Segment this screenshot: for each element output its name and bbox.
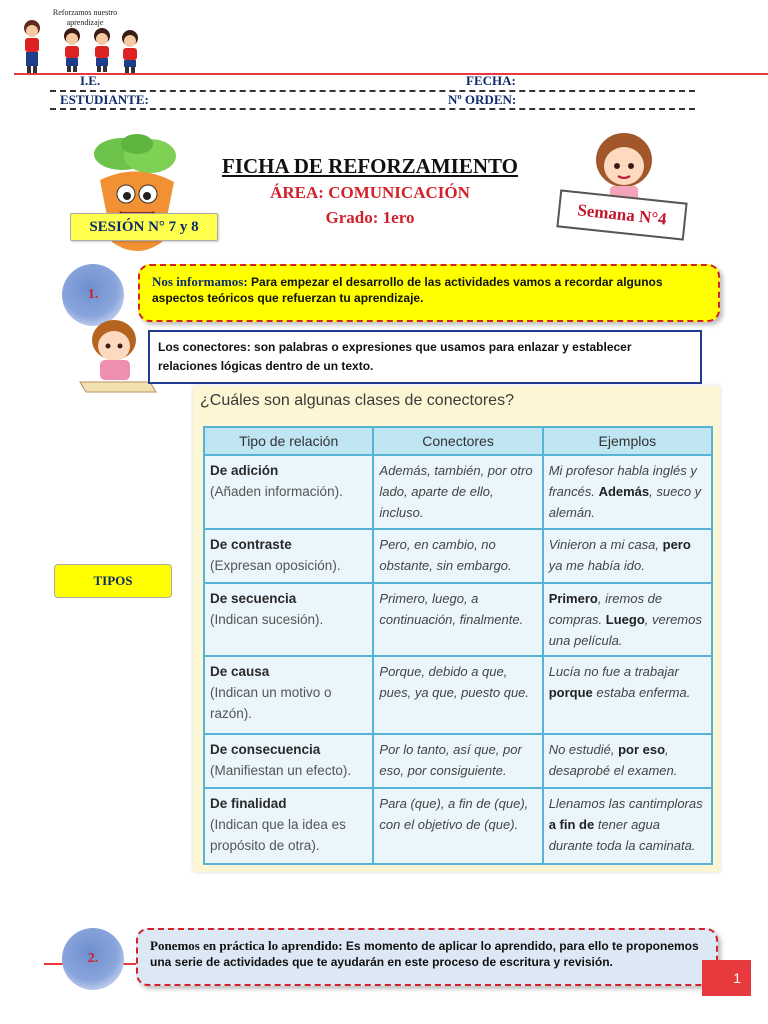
ejemplo-text: Llenamos las cantimploras xyxy=(548,796,703,811)
area-title: ÁREA: COMUNICACIÓN xyxy=(270,183,470,202)
ie-label: I.E. xyxy=(80,73,101,88)
header-red-line xyxy=(14,73,768,75)
conectores-cell: Pero, en cambio, no obstante, sin embargo. xyxy=(373,529,542,583)
ejemplo-cell xyxy=(543,529,712,583)
ejemplo-text: Lucía no fue a trabajar xyxy=(548,664,679,679)
header-ejemplos: Ejemplos xyxy=(543,427,712,455)
tipo-desc: (Indican un motivo o razón). xyxy=(210,685,332,721)
ejemplo-text: , desaprobé el examen. xyxy=(548,742,678,778)
ejemplo-text: No estudié, xyxy=(548,742,619,757)
tipo-name: De secuencia xyxy=(210,591,297,606)
tipo-name: De contraste xyxy=(210,537,292,552)
fecha-label: FECHA: xyxy=(466,73,516,88)
ejemplo-bold: Además xyxy=(598,484,650,499)
ejemplo-text: ya me había ido. xyxy=(548,558,645,573)
practice-box-lead: Ponemos en práctica lo aprendido: xyxy=(150,938,343,953)
week-sign: Semana N°4 xyxy=(556,189,687,240)
orden-label: Nº ORDEN: xyxy=(448,92,517,107)
ejemplo-text: , sueco y alemán. xyxy=(548,484,702,520)
step-2-number: 2. xyxy=(87,951,99,966)
ejemplo-bold: por eso xyxy=(618,742,666,757)
tipo-name: De adición xyxy=(210,463,279,478)
kids-illustration xyxy=(18,18,148,76)
step-1-circle xyxy=(62,264,124,326)
ejemplo-cell xyxy=(543,656,712,734)
ejemplo-text: Mi profesor habla inglés y francés. xyxy=(548,463,697,499)
conectores-cell: Para (que), a fin de (que), con el objetivo de (que). xyxy=(373,788,542,864)
ejemplo-bold: porque xyxy=(548,685,593,700)
conectores-cell: Primero, luego, a continuación, finalmente. xyxy=(373,583,542,656)
tipo-name: De causa xyxy=(210,664,270,679)
kid-figure-1 xyxy=(24,20,40,74)
table-row xyxy=(204,788,712,864)
ejemplo-bold: a fin de xyxy=(548,817,595,832)
practice-box-text: Es momento de aplicar lo aprendido, para ello te proponemos una serie de actividades que te ayudarán en este proceso de escritura y revisión. xyxy=(150,939,699,969)
ejemplo-cell xyxy=(543,788,712,864)
page-number: 1 xyxy=(702,960,751,996)
ejemplo-cell xyxy=(543,734,712,788)
conectores-cell: Por lo tanto, así que, por eso, por consiguiente. xyxy=(373,734,542,788)
tipo-name: De finalidad xyxy=(210,796,287,811)
ejemplo-text: , veremos una película. xyxy=(548,612,702,648)
kid-figure-3 xyxy=(94,28,110,72)
grade-title: Grado: 1ero xyxy=(325,208,415,227)
kid-figure-2 xyxy=(64,28,80,72)
table-row xyxy=(204,656,712,734)
step-1-number: 1. xyxy=(87,287,99,302)
connectors-table xyxy=(203,426,713,865)
estudiante-label: ESTUDIANTE: xyxy=(60,92,149,107)
estudiante-orden-line xyxy=(50,108,695,110)
tipo-name: De consecuencia xyxy=(210,742,321,757)
step-2-circle xyxy=(62,928,124,990)
info-box-text: Para empezar el desarrollo de las actividades vamos a recordar algunos aspectos teóricos que refuerzan tu aprendizaje. xyxy=(152,275,663,305)
table-header-row xyxy=(204,427,712,455)
ejemplo-cell xyxy=(543,583,712,656)
table-row xyxy=(204,455,712,529)
ejemplo-text: estaba enferma. xyxy=(592,685,691,700)
table-row xyxy=(204,583,712,656)
info-box-lead: Nos informamos: xyxy=(152,274,248,289)
table-row xyxy=(204,734,712,788)
ejemplo-text: Vinieron a mi casa, xyxy=(548,537,663,552)
definition-box: Los conectores: son palabras o expresiones que usamos para enlazar y establecer relaciones lógicas dentro de un texto. xyxy=(148,330,702,384)
table-row xyxy=(204,529,712,583)
ejemplo-bold: Primero xyxy=(548,591,598,606)
ejemplo-text: , iremos de compras. xyxy=(548,591,663,627)
tipo-desc: (Indican sucesión). xyxy=(210,612,324,627)
brand-line-1: Reforzamos nuestro xyxy=(52,8,118,17)
ejemplo-text: tener agua durante toda la caminata. xyxy=(548,817,696,853)
tipo-desc: (Añaden información). xyxy=(210,484,343,499)
conectores-cell: Porque, debido a que, pues, ya que, puesto que. xyxy=(373,656,542,734)
tipo-desc: (Expresan oposición). xyxy=(210,558,341,573)
header-conectores: Conectores xyxy=(373,427,542,455)
connectors-panel-title: ¿Cuáles son algunas clases de conectores? xyxy=(200,392,514,409)
page-title: FICHA DE REFORZAMIENTO xyxy=(222,154,518,178)
header-tipo: Tipo de relación xyxy=(204,427,373,455)
tipo-desc: (Indican que la idea es propósito de otra). xyxy=(210,817,346,853)
ejemplo-cell xyxy=(543,455,712,529)
ejemplo-bold: Luego xyxy=(605,612,645,627)
info-box xyxy=(138,264,720,322)
session-label: SESIÓN N° 7 y 8 xyxy=(70,213,218,241)
tipo-desc: (Manifiestan un efecto). xyxy=(210,763,352,778)
tipos-label: TIPOS xyxy=(54,564,172,598)
conectores-cell: Además, también, por otro lado, aparte de ello, incluso. xyxy=(373,455,542,529)
girl-illustration xyxy=(590,130,660,202)
kid-figure-4 xyxy=(122,30,138,73)
girl-writing-illustration xyxy=(76,318,158,394)
practice-box xyxy=(136,928,718,986)
brand-line-2: aprendizaje xyxy=(66,18,104,27)
ejemplo-bold: pero xyxy=(662,537,691,552)
